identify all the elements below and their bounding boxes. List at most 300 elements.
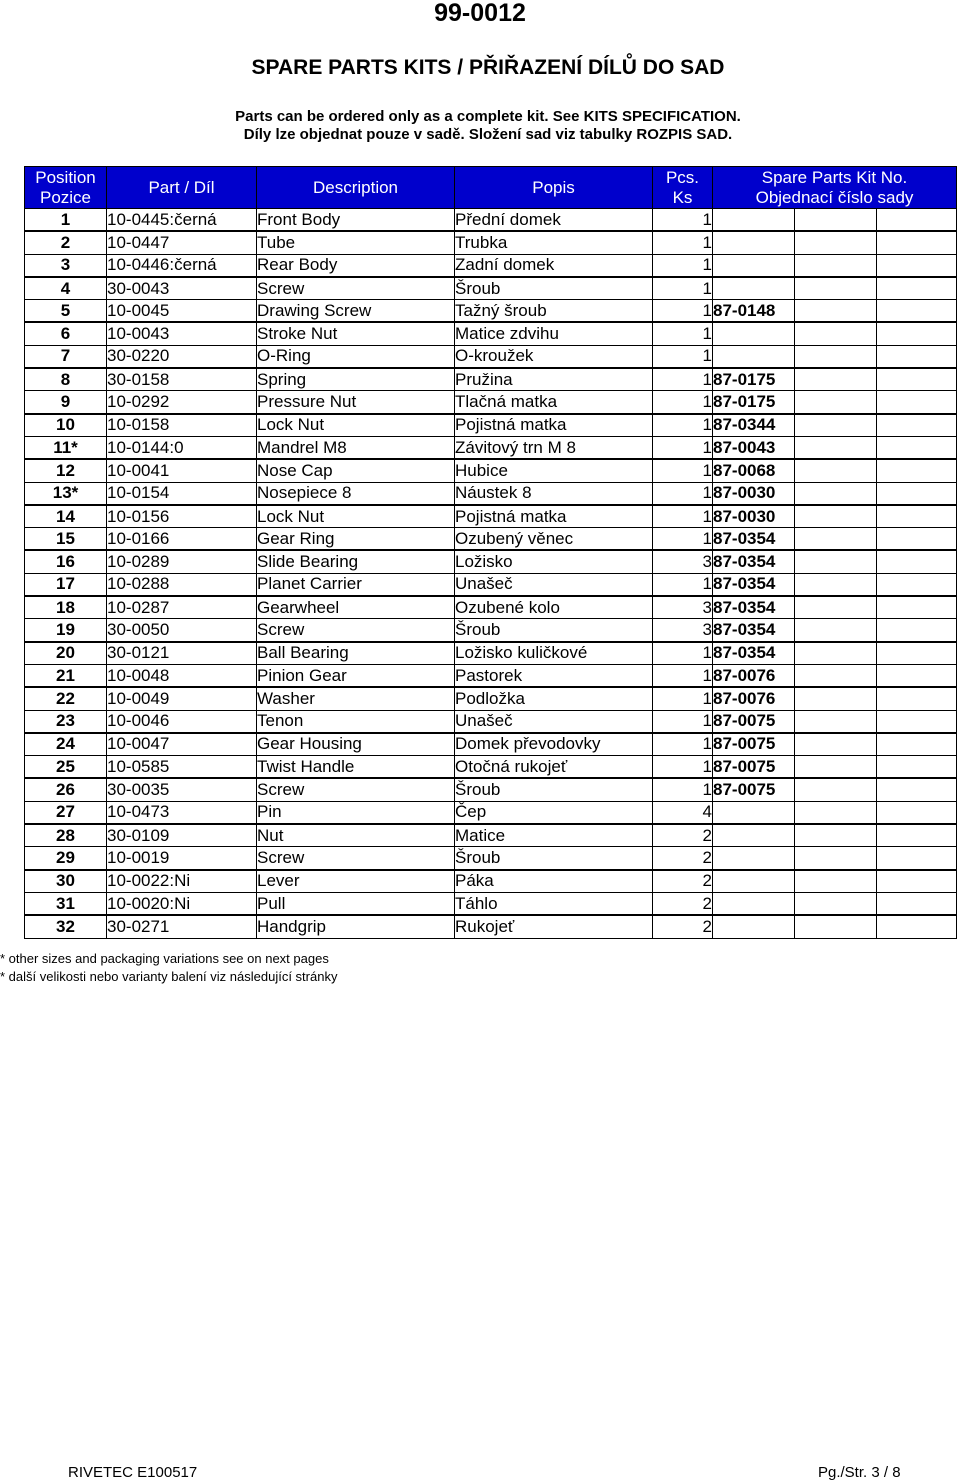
description-cell: Drawing Screw	[257, 300, 455, 323]
order-note-en: Parts can be ordered only as a complete kit. See KITS SPECIFICATION.	[235, 108, 741, 125]
position-cell: 15	[25, 528, 107, 551]
header-position: Position Pozice	[25, 167, 107, 209]
part-number-cell: 10-0045	[107, 300, 257, 323]
table-row	[25, 505, 957, 528]
kit-number-cell: 87-0030	[713, 482, 795, 505]
pcs-cell: 2	[653, 847, 713, 870]
position-cell: 31	[25, 892, 107, 915]
part-number-cell: 30-0271	[107, 915, 257, 938]
pcs-cell: 1	[653, 436, 713, 459]
kit-number-cell: 87-0075	[713, 733, 795, 756]
parts-table-body	[25, 209, 957, 939]
popis-cell: Šroub	[455, 277, 653, 300]
kit-number-cell	[713, 824, 795, 847]
kit-extra-cell	[795, 414, 877, 437]
kit-number-cell	[713, 254, 795, 277]
part-number-cell: 10-0022:Ni	[107, 870, 257, 893]
popis-cell: Závitový trn M 8	[455, 436, 653, 459]
kit-extra-cell	[795, 892, 877, 915]
popis-cell: Hubice	[455, 459, 653, 482]
table-row	[25, 870, 957, 893]
kit-extra-cell	[877, 209, 957, 232]
part-number-cell: 30-0121	[107, 642, 257, 665]
part-number-cell: 10-0292	[107, 391, 257, 414]
page-title: SPARE PARTS KITS / PŘIŘAZENÍ DÍLŮ DO SAD	[251, 56, 725, 79]
part-number-cell: 30-0220	[107, 345, 257, 368]
kit-extra-cell	[795, 664, 877, 687]
position-cell: 17	[25, 573, 107, 596]
kit-extra-cell	[795, 687, 877, 710]
kit-extra-cell	[877, 619, 957, 642]
kit-extra-cell	[795, 482, 877, 505]
position-cell: 23	[25, 710, 107, 733]
description-cell: Mandrel M8	[257, 436, 455, 459]
pcs-cell: 1	[653, 209, 713, 232]
kit-number-cell: 87-0354	[713, 642, 795, 665]
description-cell: Nosepiece 8	[257, 482, 455, 505]
part-number-cell: 10-0047	[107, 733, 257, 756]
position-cell: 3	[25, 254, 107, 277]
table-row	[25, 619, 957, 642]
kit-number-cell: 87-0354	[713, 619, 795, 642]
table-row	[25, 915, 957, 938]
pcs-cell: 1	[653, 231, 713, 254]
description-cell: Nut	[257, 824, 455, 847]
table-row	[25, 892, 957, 915]
position-cell: 12	[25, 459, 107, 482]
kit-extra-cell	[877, 687, 957, 710]
description-cell: Lever	[257, 870, 455, 893]
pcs-cell: 1	[653, 368, 713, 391]
kit-number-cell: 87-0354	[713, 573, 795, 596]
part-number-cell: 30-0158	[107, 368, 257, 391]
popis-cell: Zadní domek	[455, 254, 653, 277]
description-cell: Tenon	[257, 710, 455, 733]
position-cell: 5	[25, 300, 107, 323]
kit-extra-cell	[877, 391, 957, 414]
description-cell: Screw	[257, 847, 455, 870]
kit-extra-cell	[795, 391, 877, 414]
kit-number-cell: 87-0043	[713, 436, 795, 459]
table-row	[25, 482, 957, 505]
description-cell: Stroke Nut	[257, 322, 455, 345]
position-cell: 10	[25, 414, 107, 437]
order-note-cz: Díly lze objednat pouze v sadě. Složení sad viz tabulky ROZPIS SAD.	[243, 126, 733, 143]
kit-extra-cell	[795, 436, 877, 459]
popis-cell: Trubka	[455, 231, 653, 254]
pcs-cell: 1	[653, 664, 713, 687]
pcs-cell: 1	[653, 322, 713, 345]
position-cell: 4	[25, 277, 107, 300]
kit-extra-cell	[877, 459, 957, 482]
table-row	[25, 391, 957, 414]
description-cell: Pull	[257, 892, 455, 915]
part-number-cell: 10-0041	[107, 459, 257, 482]
kit-extra-cell	[795, 528, 877, 551]
kit-extra-cell	[877, 482, 957, 505]
header-popis: Popis	[455, 167, 653, 209]
kit-number-cell: 87-0030	[713, 505, 795, 528]
pcs-cell: 1	[653, 391, 713, 414]
kit-extra-cell	[877, 505, 957, 528]
kit-extra-cell	[795, 642, 877, 665]
position-cell: 11*	[25, 436, 107, 459]
popis-cell: Unašeč	[455, 710, 653, 733]
table-row	[25, 528, 957, 551]
popis-cell: Tažný šroub	[455, 300, 653, 323]
kit-extra-cell	[795, 345, 877, 368]
part-number-cell: 30-0035	[107, 778, 257, 801]
popis-cell: O-kroužek	[455, 345, 653, 368]
header-description: Description	[257, 167, 455, 209]
popis-cell: Páka	[455, 870, 653, 893]
kit-extra-cell	[877, 573, 957, 596]
part-number-cell: 30-0109	[107, 824, 257, 847]
position-cell: 7	[25, 345, 107, 368]
popis-cell: Ložisko kuličkové	[455, 642, 653, 665]
kit-number-cell: 87-0354	[713, 596, 795, 619]
part-number-cell: 10-0019	[107, 847, 257, 870]
description-cell: Gearwheel	[257, 596, 455, 619]
kit-extra-cell	[877, 414, 957, 437]
popis-cell: Šroub	[455, 778, 653, 801]
popis-cell: Čep	[455, 801, 653, 824]
table-row	[25, 710, 957, 733]
position-cell: 30	[25, 870, 107, 893]
table-row	[25, 345, 957, 368]
kit-number-cell: 87-0075	[713, 778, 795, 801]
kit-number-cell: 87-0075	[713, 756, 795, 779]
pcs-cell: 1	[653, 277, 713, 300]
part-number-cell: 10-0158	[107, 414, 257, 437]
pcs-cell: 1	[653, 710, 713, 733]
description-cell: Twist Handle	[257, 756, 455, 779]
table-row	[25, 459, 957, 482]
kit-number-cell	[713, 892, 795, 915]
kit-number-cell	[713, 870, 795, 893]
kit-extra-cell	[795, 756, 877, 779]
kit-extra-cell	[795, 710, 877, 733]
kit-extra-cell	[795, 778, 877, 801]
description-cell: Pinion Gear	[257, 664, 455, 687]
kit-number-cell: 87-0344	[713, 414, 795, 437]
table-row	[25, 801, 957, 824]
kit-extra-cell	[877, 436, 957, 459]
description-cell: Lock Nut	[257, 505, 455, 528]
pcs-cell: 1	[653, 756, 713, 779]
table-row	[25, 756, 957, 779]
kit-extra-cell	[877, 345, 957, 368]
position-cell: 22	[25, 687, 107, 710]
description-cell: Spring	[257, 368, 455, 391]
table-row	[25, 436, 957, 459]
kit-extra-cell	[877, 368, 957, 391]
kit-extra-cell	[877, 801, 957, 824]
kit-extra-cell	[795, 254, 877, 277]
kit-number-cell	[713, 322, 795, 345]
kit-extra-cell	[795, 300, 877, 323]
footer-page-number: Pg./Str. 3 / 8	[818, 1464, 901, 1481]
kit-extra-cell	[795, 277, 877, 300]
description-cell: Slide Bearing	[257, 550, 455, 573]
kit-extra-cell	[795, 505, 877, 528]
position-cell: 24	[25, 733, 107, 756]
pcs-cell: 1	[653, 345, 713, 368]
description-cell: Gear Housing	[257, 733, 455, 756]
popis-cell: Ložisko	[455, 550, 653, 573]
footnote-cz: * další velikosti nebo varianty balení viz následující stránky	[0, 969, 338, 984]
part-number-cell: 10-0020:Ni	[107, 892, 257, 915]
kit-extra-cell	[795, 847, 877, 870]
pcs-cell: 1	[653, 687, 713, 710]
description-cell: Washer	[257, 687, 455, 710]
position-cell: 26	[25, 778, 107, 801]
kit-number-cell: 87-0175	[713, 368, 795, 391]
table-row	[25, 277, 957, 300]
kit-number-cell: 87-0175	[713, 391, 795, 414]
table-row	[25, 847, 957, 870]
pcs-cell: 2	[653, 915, 713, 938]
kit-extra-cell	[795, 801, 877, 824]
kit-number-cell: 87-0148	[713, 300, 795, 323]
table-row	[25, 414, 957, 437]
kit-extra-cell	[795, 209, 877, 232]
popis-cell: Šroub	[455, 619, 653, 642]
popis-cell: Pružina	[455, 368, 653, 391]
popis-cell: Rukojeť	[455, 915, 653, 938]
part-number-cell: 10-0043	[107, 322, 257, 345]
pcs-cell: 1	[653, 528, 713, 551]
kit-extra-cell	[877, 596, 957, 619]
position-cell: 25	[25, 756, 107, 779]
kit-number-cell	[713, 345, 795, 368]
kit-extra-cell	[877, 231, 957, 254]
position-cell: 1	[25, 209, 107, 232]
pcs-cell: 1	[653, 573, 713, 596]
document-number: 99-0012	[434, 0, 526, 27]
kit-number-cell	[713, 847, 795, 870]
pcs-cell: 1	[653, 459, 713, 482]
popis-cell: Táhlo	[455, 892, 653, 915]
pcs-cell: 2	[653, 892, 713, 915]
table-row	[25, 642, 957, 665]
part-number-cell: 10-0446:černá	[107, 254, 257, 277]
kit-extra-cell	[795, 368, 877, 391]
part-number-cell: 30-0043	[107, 277, 257, 300]
footnote-en: * other sizes and packaging variations see on next pages	[0, 951, 329, 966]
popis-cell: Šroub	[455, 847, 653, 870]
part-number-cell: 10-0445:černá	[107, 209, 257, 232]
pcs-cell: 2	[653, 824, 713, 847]
position-cell: 16	[25, 550, 107, 573]
kit-number-cell	[713, 231, 795, 254]
kit-extra-cell	[795, 596, 877, 619]
pcs-cell: 3	[653, 596, 713, 619]
position-cell: 32	[25, 915, 107, 938]
position-cell: 2	[25, 231, 107, 254]
kit-extra-cell	[795, 322, 877, 345]
kit-extra-cell	[795, 550, 877, 573]
popis-cell: Náustek 8	[455, 482, 653, 505]
pcs-cell: 1	[653, 414, 713, 437]
table-row	[25, 209, 957, 232]
part-number-cell: 10-0287	[107, 596, 257, 619]
position-cell: 8	[25, 368, 107, 391]
kit-number-cell: 87-0075	[713, 710, 795, 733]
pcs-cell: 3	[653, 619, 713, 642]
popis-cell: Ozubené kolo	[455, 596, 653, 619]
table-row	[25, 550, 957, 573]
kit-number-cell	[713, 277, 795, 300]
part-number-cell: 10-0473	[107, 801, 257, 824]
popis-cell: Domek převodovky	[455, 733, 653, 756]
table-row	[25, 596, 957, 619]
description-cell: Screw	[257, 277, 455, 300]
kit-extra-cell	[795, 733, 877, 756]
kit-number-cell: 87-0076	[713, 687, 795, 710]
table-row	[25, 733, 957, 756]
table-row	[25, 687, 957, 710]
position-cell: 13*	[25, 482, 107, 505]
description-cell: Rear Body	[257, 254, 455, 277]
description-cell: Pin	[257, 801, 455, 824]
position-cell: 21	[25, 664, 107, 687]
position-cell: 29	[25, 847, 107, 870]
position-cell: 9	[25, 391, 107, 414]
description-cell: Planet Carrier	[257, 573, 455, 596]
kit-extra-cell	[877, 254, 957, 277]
part-number-cell: 10-0049	[107, 687, 257, 710]
part-number-cell: 10-0144:0	[107, 436, 257, 459]
kit-extra-cell	[877, 528, 957, 551]
kit-extra-cell	[795, 870, 877, 893]
description-cell: Lock Nut	[257, 414, 455, 437]
pcs-cell: 1	[653, 300, 713, 323]
popis-cell: Matice	[455, 824, 653, 847]
kit-extra-cell	[877, 915, 957, 938]
kit-number-cell: 87-0354	[713, 550, 795, 573]
kit-number-cell: 87-0068	[713, 459, 795, 482]
kit-number-cell	[713, 915, 795, 938]
kit-extra-cell	[795, 824, 877, 847]
part-number-cell: 10-0447	[107, 231, 257, 254]
description-cell: Ball Bearing	[257, 642, 455, 665]
popis-cell: Pojistná matka	[455, 414, 653, 437]
table-row	[25, 300, 957, 323]
table-row	[25, 231, 957, 254]
position-cell: 27	[25, 801, 107, 824]
pcs-cell: 3	[653, 550, 713, 573]
parts-table	[24, 166, 957, 939]
kit-extra-cell	[877, 664, 957, 687]
kit-extra-cell	[877, 642, 957, 665]
kit-number-cell	[713, 801, 795, 824]
kit-extra-cell	[877, 300, 957, 323]
part-number-cell: 10-0288	[107, 573, 257, 596]
position-cell: 19	[25, 619, 107, 642]
description-cell: O-Ring	[257, 345, 455, 368]
kit-extra-cell	[877, 550, 957, 573]
kit-extra-cell	[877, 778, 957, 801]
description-cell: Handgrip	[257, 915, 455, 938]
kit-extra-cell	[795, 573, 877, 596]
kit-extra-cell	[877, 847, 957, 870]
pcs-cell: 2	[653, 870, 713, 893]
description-cell: Tube	[257, 231, 455, 254]
kit-extra-cell	[877, 892, 957, 915]
table-row	[25, 368, 957, 391]
part-number-cell: 10-0154	[107, 482, 257, 505]
table-header-row	[25, 167, 957, 209]
popis-cell: Unašeč	[455, 573, 653, 596]
header-pcs: Pcs. Ks	[653, 167, 713, 209]
kit-extra-cell	[877, 733, 957, 756]
table-row	[25, 573, 957, 596]
table-row	[25, 778, 957, 801]
pcs-cell: 1	[653, 642, 713, 665]
description-cell: Gear Ring	[257, 528, 455, 551]
position-cell: 28	[25, 824, 107, 847]
kit-extra-cell	[877, 870, 957, 893]
pcs-cell: 4	[653, 801, 713, 824]
popis-cell: Tlačná matka	[455, 391, 653, 414]
popis-cell: Pastorek	[455, 664, 653, 687]
kit-number-cell: 87-0076	[713, 664, 795, 687]
kit-extra-cell	[877, 756, 957, 779]
pcs-cell: 1	[653, 733, 713, 756]
kit-extra-cell	[795, 459, 877, 482]
kit-extra-cell	[795, 915, 877, 938]
popis-cell: Matice zdvihu	[455, 322, 653, 345]
footer-doc-code: RIVETEC E100517	[68, 1464, 198, 1481]
description-cell: Pressure Nut	[257, 391, 455, 414]
pcs-cell: 1	[653, 482, 713, 505]
part-number-cell: 30-0050	[107, 619, 257, 642]
popis-cell: Pojistná matka	[455, 505, 653, 528]
part-number-cell: 10-0156	[107, 505, 257, 528]
pcs-cell: 1	[653, 778, 713, 801]
popis-cell: Přední domek	[455, 209, 653, 232]
description-cell: Screw	[257, 778, 455, 801]
kit-extra-cell	[877, 322, 957, 345]
position-cell: 6	[25, 322, 107, 345]
description-cell: Front Body	[257, 209, 455, 232]
pcs-cell: 1	[653, 254, 713, 277]
part-number-cell: 10-0166	[107, 528, 257, 551]
part-number-cell: 10-0048	[107, 664, 257, 687]
position-cell: 20	[25, 642, 107, 665]
part-number-cell: 10-0585	[107, 756, 257, 779]
kit-extra-cell	[795, 231, 877, 254]
kit-number-cell	[713, 209, 795, 232]
kit-extra-cell	[877, 710, 957, 733]
description-cell: Screw	[257, 619, 455, 642]
table-row	[25, 824, 957, 847]
table-row	[25, 664, 957, 687]
position-cell: 14	[25, 505, 107, 528]
table-row	[25, 322, 957, 345]
description-cell: Nose Cap	[257, 459, 455, 482]
kit-extra-cell	[877, 824, 957, 847]
part-number-cell: 10-0046	[107, 710, 257, 733]
popis-cell: Ozubený věnec	[455, 528, 653, 551]
position-cell: 18	[25, 596, 107, 619]
header-part: Part / Díl	[107, 167, 257, 209]
table-row	[25, 254, 957, 277]
pcs-cell: 1	[653, 505, 713, 528]
popis-cell: Otočná rukojeť	[455, 756, 653, 779]
header-kit: Spare Parts Kit No. Objednací číslo sady	[713, 167, 957, 209]
